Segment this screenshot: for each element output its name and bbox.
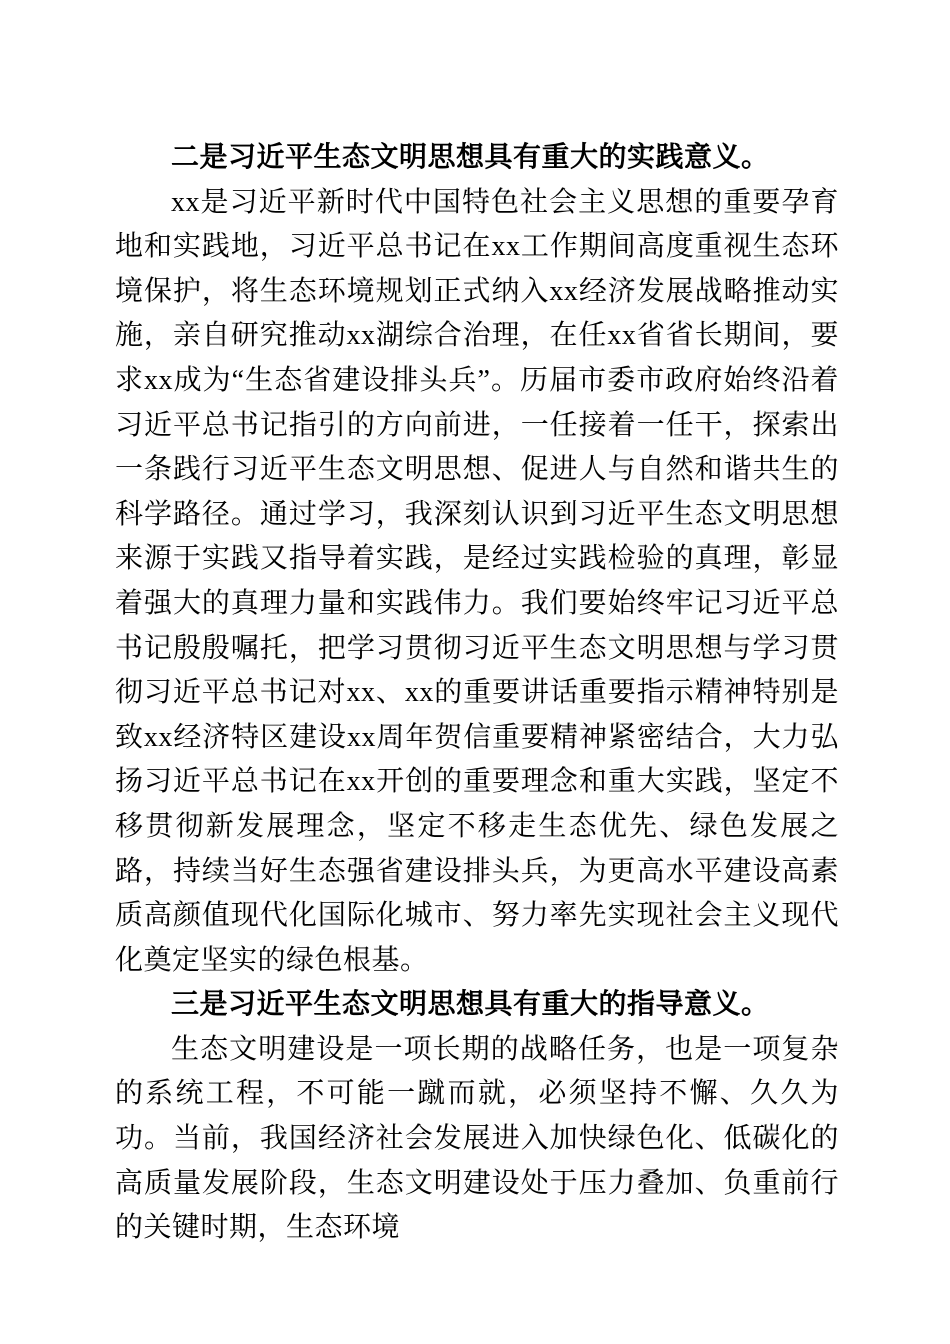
paragraph-guidance-significance-body: 生态文明建设是一项长期的战略任务，也是一项复杂的系统工程，不可能一蹴而就，必须坚持不懈、久久为功。当前，我国经济社会发展进入加快绿色化、低碳化的高质量发展阶段，生态文明建设处于压力叠加、负重前行的关键时期，生态环境 [115,1033,839,1244]
section-heading-practice-significance: 二是习近平生态文明思想具有重大的实践意义。 [171,142,770,173]
section-heading-guidance-significance: 三是习近平生态文明思想具有重大的指导意义。 [171,989,770,1021]
paragraph-practice-significance-body: xx是习近平新时代中国特色社会主义思想的重要孕育地和实践地，习近平总书记在xx工作期间高度重视生态环境保护，将生态环境规划正式纳入xx经济发展战略推动实施，亲自研究推动xx湖综合治理，在任xx省省长期间，要求xx成为“生态省建设排头兵”。历届市委市政府始终沿着习近平总书记指引的方向前进，一任接着一任干，探索出一条践行习近平生态文明思想、促进人与自然和谐共生的科学路径。通过学习，我深刻认识到习近平生态文明思想来源于实践又指导着实践，是经过实践检验的真理，彰显着强大的真理力量和实践伟力。我们要始终牢记习近平总书记殷殷嘱托，把学习贯彻习近平生态文明思想与学习贯彻习近平总书记对xx、xx的重要讲话重要指示精神特别是致xx经济特区建设xx周年贺信重要精神紧密结合，大力弘扬习近平总书记在xx开创的重要理念和重大实践，坚定不移贯彻新发展理念，坚定不移走生态优先、绿色发展之路，持续当好生态强省建设排头兵，为更高水平建设高素质高颜值现代化国际化城市、努力率先实现社会主义现代化奠定坚实的绿色根基。 [115,186,839,976]
